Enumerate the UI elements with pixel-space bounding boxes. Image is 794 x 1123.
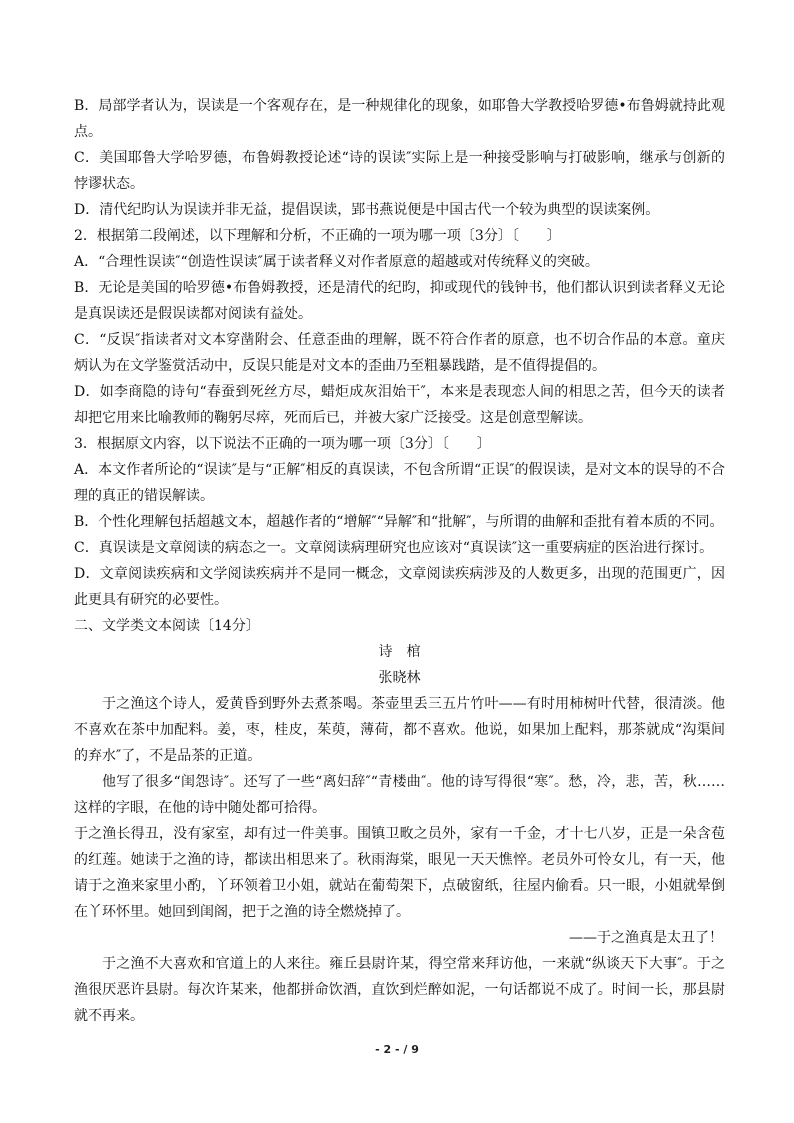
q3-stem: 3．根据原文内容，以下说法不正确的一项为哪一项〔3分〕〔 〕: [74, 436, 491, 452]
story-title: 诗 棺: [378, 644, 421, 660]
story-paragraph-1: 于之渔这个诗人，爱黄昏到野外去煮茶喝。茶壶里丢三五片竹叶——有时用柿树叶代替，很清淡。他不喜欢在茶中加配料。姜，枣，桂皮，茱萸，薄荷，都不喜欢。他说，如果加上配料，那茶就成“沟渠间的弃水″了，不是品茶的正道。: [74, 696, 725, 764]
story-author: 张晓林: [378, 670, 421, 686]
q3-option-b: B．个性化理解包括超越文本，超越作者的“增解″“异解″和“批解″，与所谓的曲解和歪批有着本质的不同。: [74, 514, 724, 530]
q1-option-d: D．清代纪昀认为误读并非无益，提倡误读，郢书燕说便是中国古代一个较为典型的误读案例。: [74, 202, 660, 218]
q2-option-b: B．无论是美国的哈罗德•布鲁姆教授，还是清代的纪昀，抑或现代的钱钟书，他们都认识到读者释义无论是真误读还是假误读都对阅读有益处。: [74, 280, 725, 322]
q2-stem: 2．根据第二段阐述，以下理解和分析，不正确的一项为哪一项〔3分〕〔 〕: [74, 228, 561, 244]
story-paragraph-3: 于之渔长得丑，没有家室，却有过一件美事。围镇卫畋之员外，家有一千金，才十七八岁，正是一朵含苞的红莲。她读于之渔的诗，都读出相思来了。秋雨海棠，眼见一天天憔悴。老员外可怜女儿，有一天，他请于之渔来家里小酌，丫环领着卫小姐，就站在葡萄架下，点破窗纸，往屋内偷看。只一眼，小姐就晕倒在丫环怀里。她回到闺阁，把于之渔的诗全燃烧掉了。: [74, 826, 725, 920]
q2-option-d: D．如李商隐的诗句“春蚕到死丝方尽，蜡炬成灰泪始干″，本来是表现恋人间的相思之苦，但今天的读者却把它用来比喻教师的鞠躬尽瘁，死而后已，并被大家广泛接受。这是创意型解读。: [74, 384, 725, 426]
q2-option-a: A．“合理性误读″“创造性误读″属于读者释义对作者原意的超越或对传统释义的突破。: [74, 254, 599, 270]
q3-option-d: D．文章阅读疾病和文学阅读疾病并不是同一概念，文章阅读疾病涉及的人数更多，出现的范围更广，因此更具有研究的必要性。: [74, 566, 725, 608]
section-heading: 二、文学类文本阅读〔14分〕: [74, 618, 260, 634]
q3-option-a: A．本文作者所论的“误读″是与“正解″相反的真误读，不包含所谓“正误″的假误读，是对文本的误导的不合理的真正的错误解读。: [74, 462, 725, 504]
q2-option-c: C．“反误″指读者对文本穿凿附会、任意歪曲的理解，既不符合作者的原意，也不切合作品的本意。童庆炳认为在文学鉴赏活动中，反误只能是对文本的歪曲乃至粗暴践踏，是不值得提倡的。: [74, 332, 725, 374]
story-paragraph-2: 他写了很多“闺怨诗″。还写了一些“离妇辞″“青楼曲″。他的诗写得很“寒″。愁，冷，悲，苦，秋……这样的字眼，在他的诗中随处都可拾得。: [74, 774, 725, 816]
story-paragraph-4: 于之渔不大喜欢和官道上的人来往。雍丘县尉许某，得空常来拜访他，一来就“纵谈天下大事″。于之渔很厌恶许县尉。每次许某来，他都拼命饮酒，直饮到烂醉如泥，一句话都说不成了。时间一长，那县尉就不再来。: [74, 956, 725, 1024]
story-paragraph-3-closing: ——于之渔真是太丑了！: [569, 930, 723, 946]
q1-option-c: C．美国耶鲁大学哈罗德，布鲁姆教授论述“诗的误读″实际上是一种接受影响与打破影响，继承与创新的悖谬状态。: [74, 150, 725, 192]
document-body: [74, 93, 725, 1029]
page-number: - 2 - / 9: [375, 1043, 419, 1056]
q1-option-b: B．局部学者认为，误读是一个客观存在，是一种规律化的现象，如耶鲁大学教授哈罗德•布鲁姆就持此观点。: [74, 98, 725, 140]
q3-option-c: C．真误读是文章阅读的病态之一。文章阅读病理研究也应该对“真误读″这一重要病症的医治进行探讨。: [74, 540, 714, 556]
